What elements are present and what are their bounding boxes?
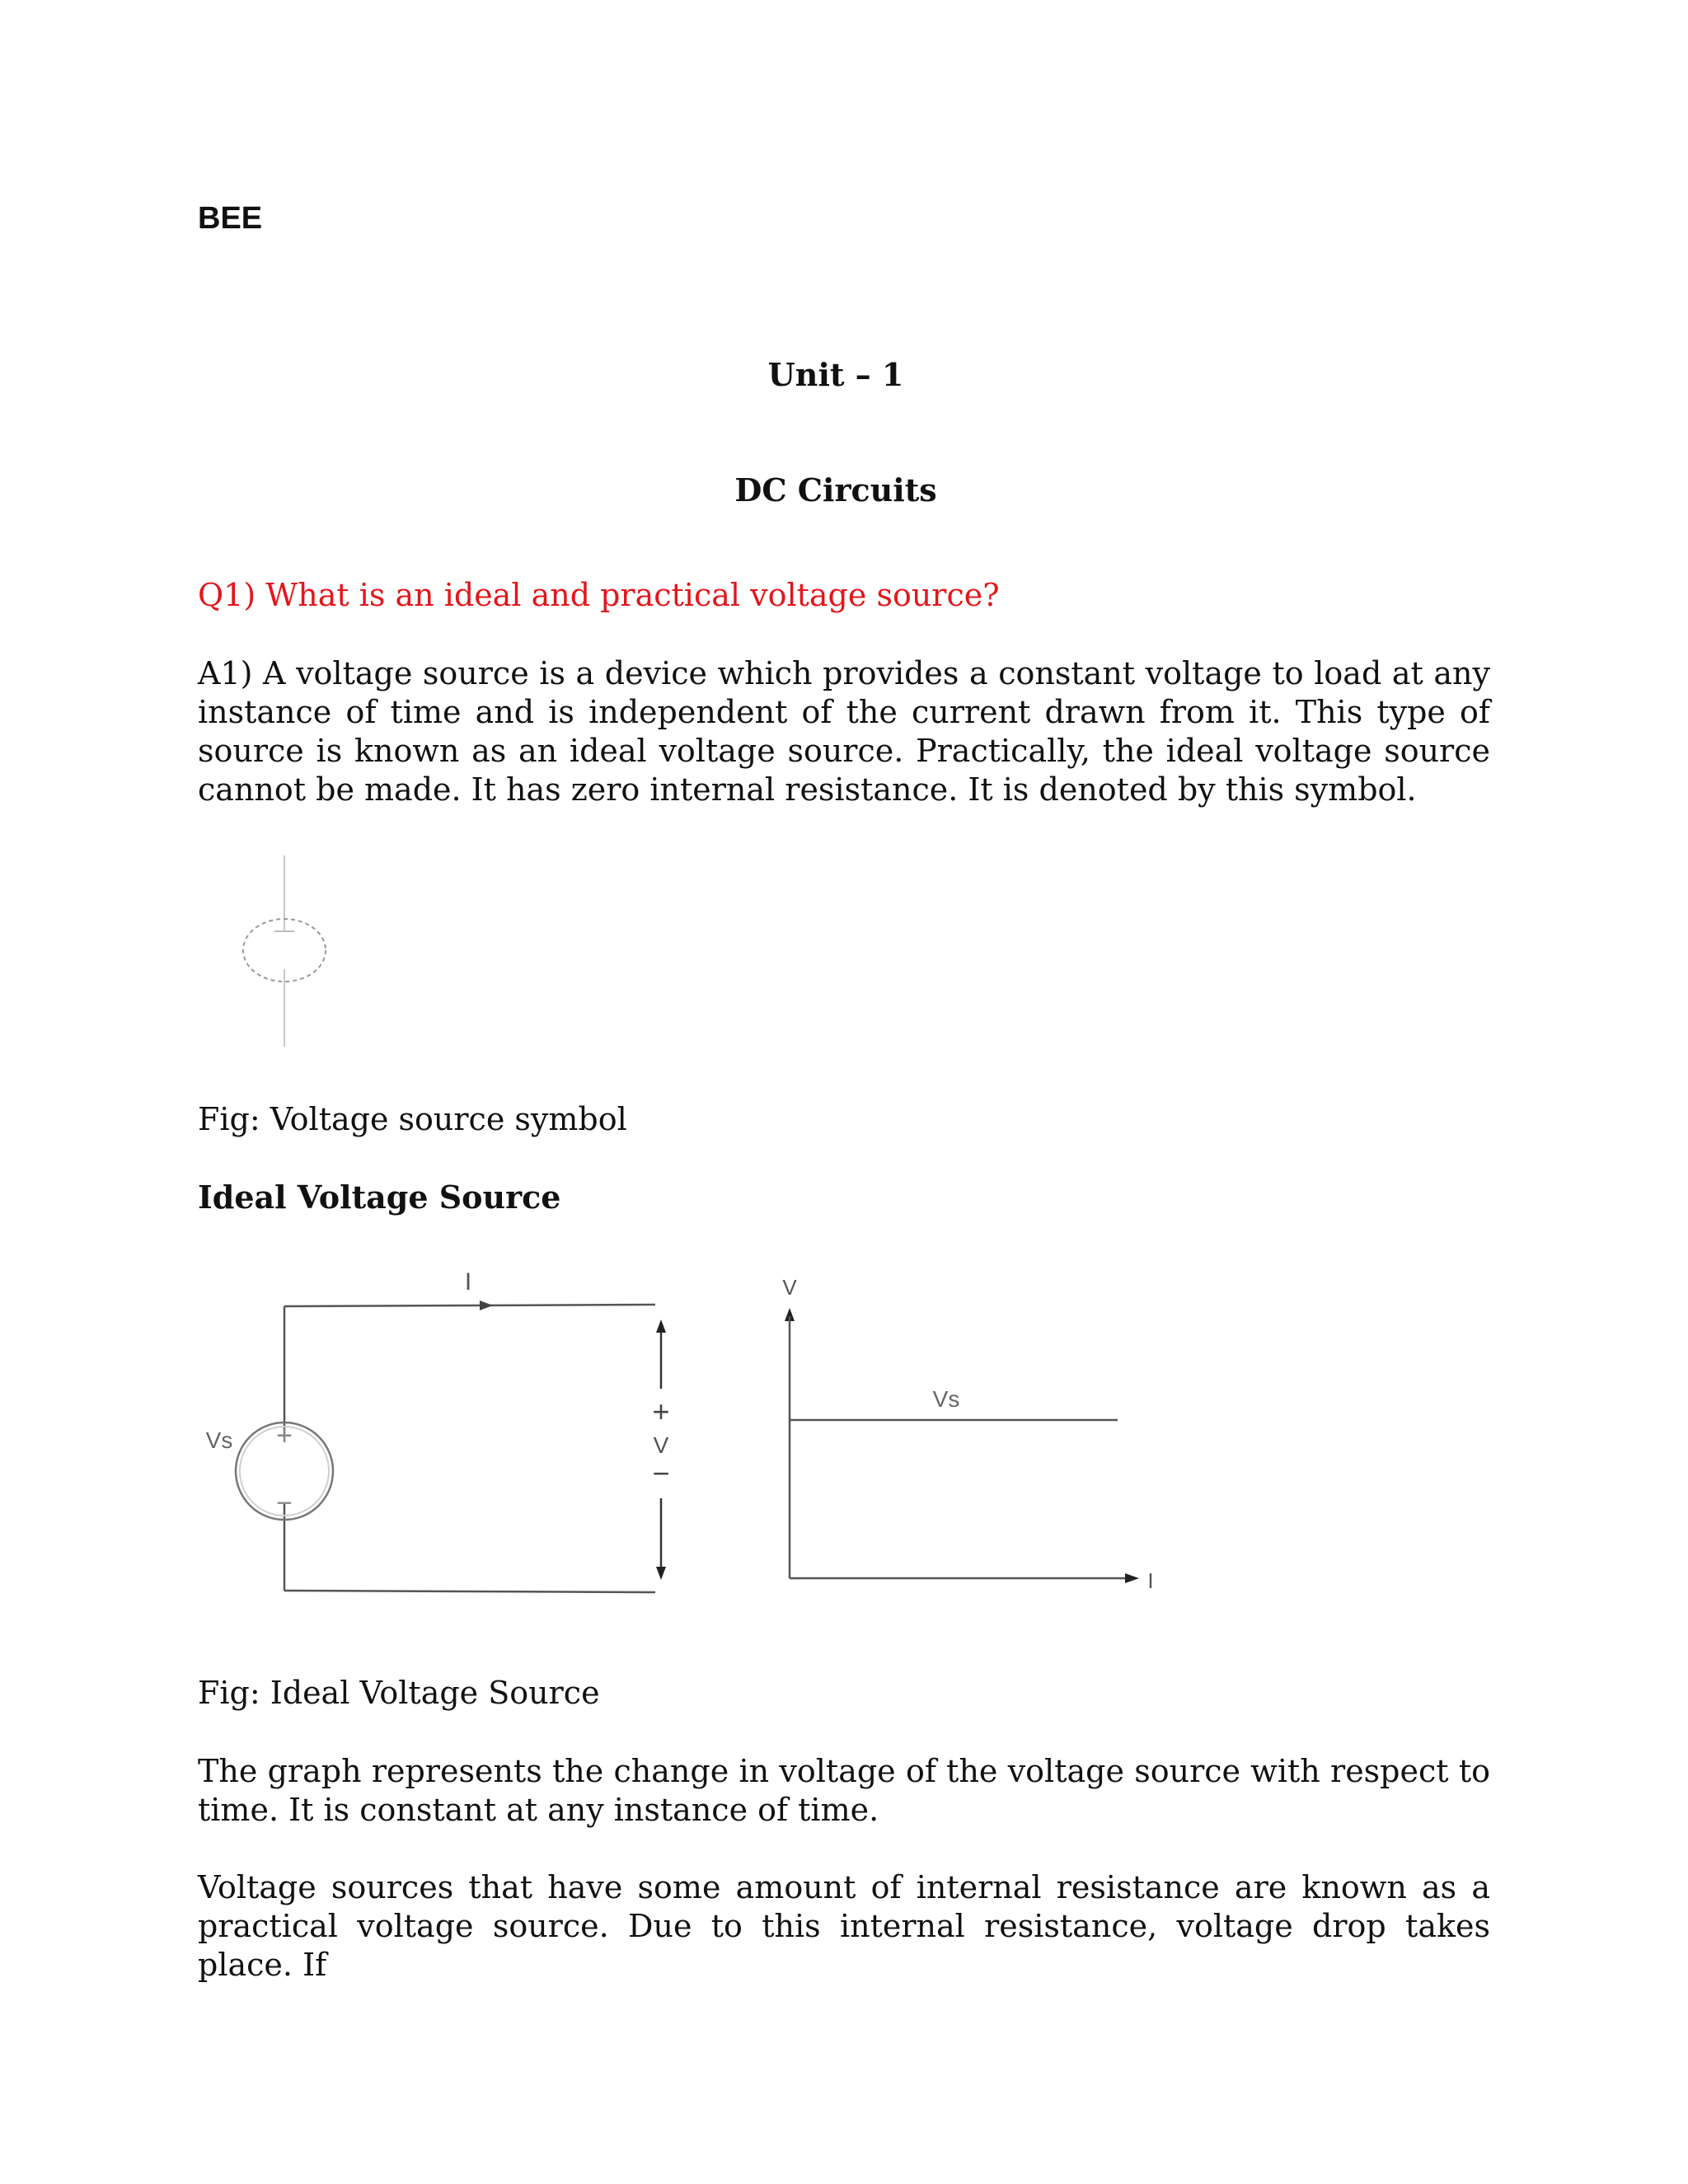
- circuit-top-wire: [284, 1305, 655, 1306]
- figure-caption-symbol: Fig: Voltage source symbol: [198, 1101, 627, 1137]
- source-plus-sign: +: [276, 1420, 293, 1451]
- voltage-arrow-up-icon: [656, 1319, 666, 1333]
- answer-paragraph-3: Voltage sources that have some amount of internal resistance are known as a practical voltage source. Due to this internal resistance, voltage drop takes place. If: [198, 1869, 1490, 1983]
- voltage-minus-sign: −: [652, 1456, 670, 1490]
- voltage-arrow-down-icon: [656, 1567, 666, 1580]
- ideal-voltage-source-heading: Ideal Voltage Source: [198, 1179, 561, 1216]
- chapter-title: DC Circuits: [734, 471, 937, 509]
- answer-paragraph-1: A1) A voltage source is a device which provides a constant voltage to load at any instance of time and is independent of the current drawn from it. This type of source is known as an ideal voltage source. Practically, the ideal voltage source cannot be made. It has zero internal resistance. It is denoted by this symbol.: [198, 655, 1490, 808]
- graph-x-axis-arrow-icon: [1125, 1573, 1139, 1583]
- graph-line-label: Vs: [932, 1386, 960, 1412]
- unit-title: Unit – 1: [767, 356, 904, 393]
- ideal-voltage-source-figure: [190, 1265, 1179, 1603]
- voltage-source-symbol-figure: [235, 849, 334, 1051]
- source-minus-sign: −: [276, 1488, 293, 1519]
- source-label: Vs: [205, 1427, 233, 1453]
- current-label: I: [464, 1268, 472, 1296]
- circuit-bottom-wire: [284, 1591, 655, 1592]
- figure-caption-ideal-source: Fig: Ideal Voltage Source: [198, 1675, 600, 1711]
- current-arrow-icon: [480, 1301, 493, 1310]
- voltage-label: V: [653, 1432, 669, 1458]
- document-header: BEE: [198, 201, 263, 236]
- graph-y-axis-label: V: [782, 1275, 797, 1300]
- question-heading: Q1) What is an ideal and practical voltage source?: [198, 577, 1000, 613]
- graph-x-axis-label: I: [1147, 1568, 1154, 1593]
- voltage-plus-sign: +: [652, 1394, 670, 1428]
- answer-paragraph-2: The graph represents the change in voltage of the voltage source with respect to time. It is constant at any instance of time.: [198, 1753, 1490, 1828]
